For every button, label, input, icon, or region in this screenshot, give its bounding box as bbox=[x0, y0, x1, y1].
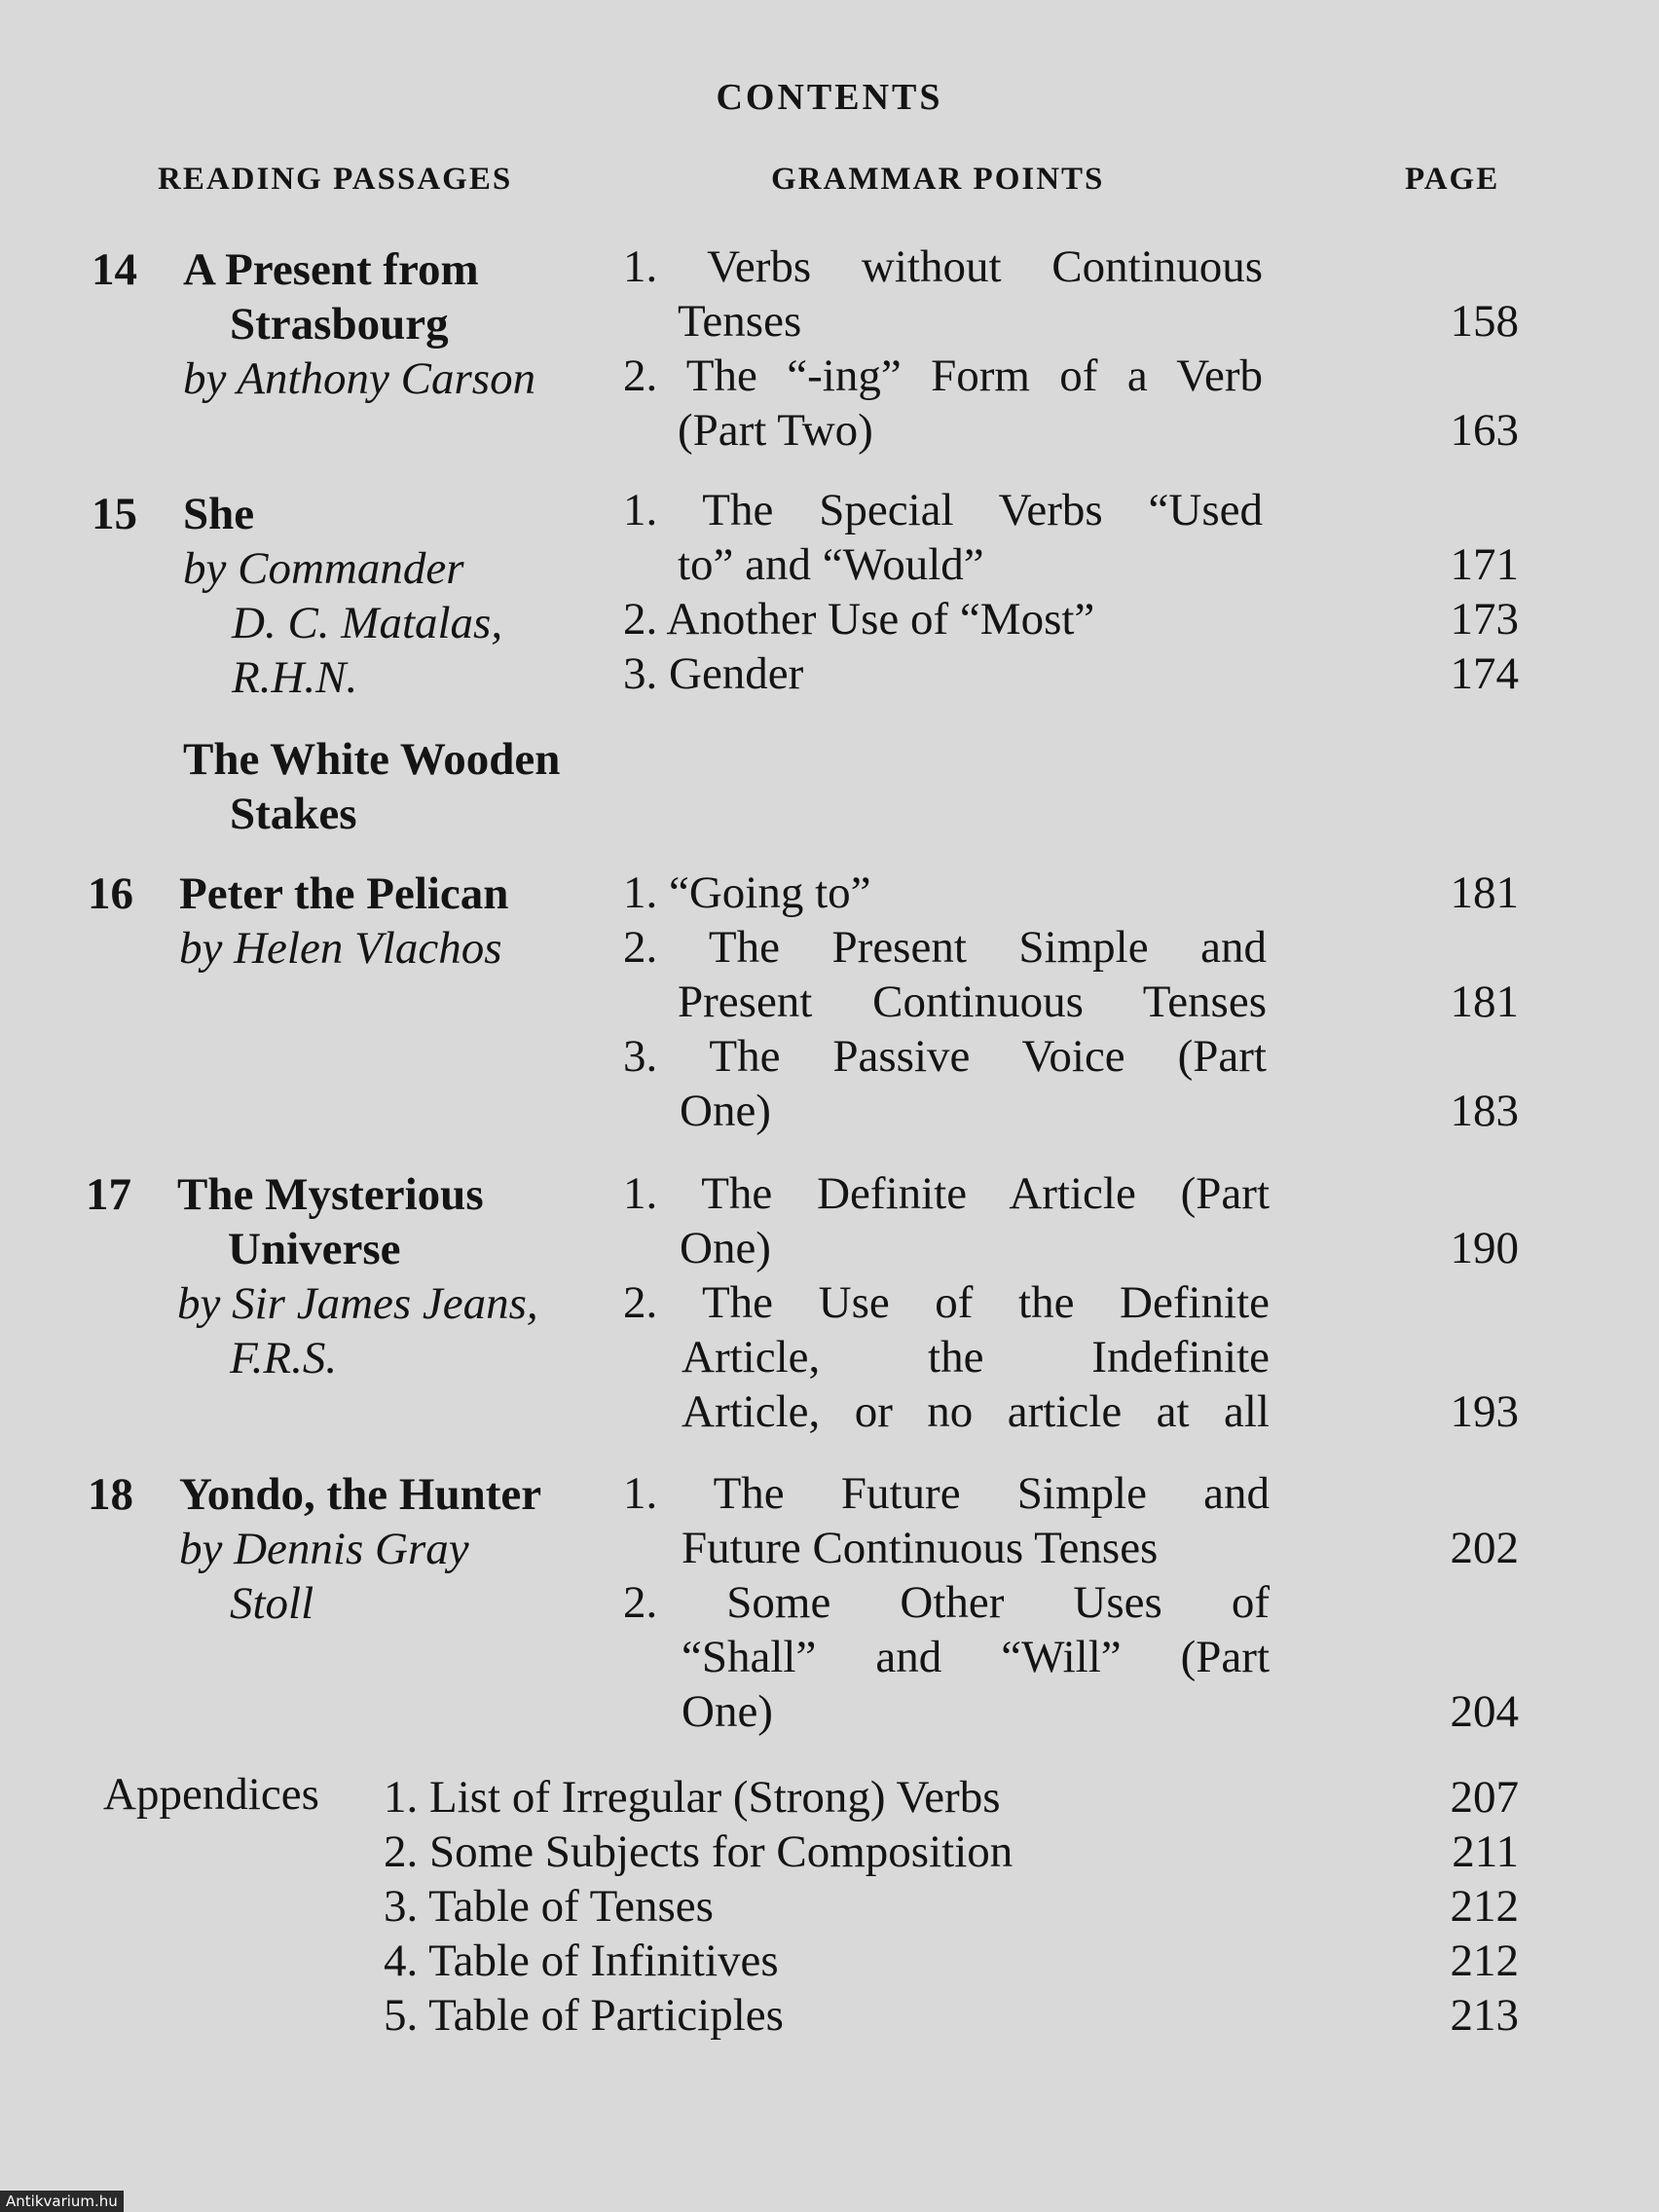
passage-author: D. C. Matalas, bbox=[232, 598, 503, 648]
grammar-point: 3. The Passive Voice (Part bbox=[623, 1031, 1267, 1082]
page-number: 212 bbox=[1450, 1881, 1519, 1932]
grammar-point: to” and “Would” bbox=[678, 539, 984, 590]
grammar-point: 2. Another Use of “Most” bbox=[623, 594, 1095, 645]
page-number: 213 bbox=[1450, 1990, 1519, 2041]
page-number: 163 bbox=[1450, 405, 1519, 456]
watermark: Antikvarium.hu bbox=[0, 2191, 124, 2212]
page-number: 181 bbox=[1450, 977, 1519, 1027]
grammar-point: 1. Verbs without Continuous bbox=[623, 241, 1263, 292]
entry-number: 18 bbox=[88, 1469, 133, 1520]
column-header-reading: READING PASSAGES bbox=[158, 162, 513, 197]
entry-number: 16 bbox=[88, 868, 133, 919]
entry-number: 14 bbox=[92, 244, 137, 295]
page-number: 183 bbox=[1450, 1086, 1519, 1136]
passage-author: by Helen Vlachos bbox=[179, 923, 502, 974]
grammar-point: 2. The Use of the Definite bbox=[623, 1277, 1270, 1328]
grammar-point: 1. The Definite Article (Part bbox=[623, 1168, 1270, 1219]
page-number: 212 bbox=[1450, 1936, 1519, 1986]
passage-title: The White Wooden bbox=[183, 734, 561, 785]
page-number: 193 bbox=[1450, 1386, 1519, 1437]
grammar-point: 3. Gender bbox=[623, 648, 804, 699]
page-number: 207 bbox=[1450, 1772, 1519, 1823]
passage-author: by Anthony Carson bbox=[183, 353, 536, 404]
grammar-point: One) bbox=[680, 1086, 771, 1136]
passage-title: Peter the Pelican bbox=[179, 868, 509, 919]
grammar-point: One) bbox=[680, 1223, 771, 1273]
appendix-item: 5. Table of Participles bbox=[384, 1990, 784, 2041]
grammar-point: “Shall” and “Will” (Part bbox=[682, 1632, 1270, 1682]
passage-title: Yondo, the Hunter bbox=[179, 1469, 542, 1520]
grammar-point: 1. The Special Verbs “Used bbox=[623, 485, 1263, 535]
passage-title: Stakes bbox=[230, 789, 357, 839]
passage-author: Stoll bbox=[230, 1578, 314, 1629]
page-number: 174 bbox=[1450, 648, 1519, 699]
grammar-point: One) bbox=[682, 1686, 773, 1737]
entry-number: 15 bbox=[92, 489, 137, 539]
appendix-item: 1. List of Irregular (Strong) Verbs bbox=[384, 1772, 1001, 1823]
passage-title: She bbox=[183, 489, 255, 539]
appendices-label: Appendices bbox=[103, 1769, 319, 1820]
grammar-point: 2. The “-ing” Form of a Verb bbox=[623, 350, 1263, 401]
appendix-item: 4. Table of Infinitives bbox=[384, 1936, 779, 1986]
grammar-point: 1. The Future Simple and bbox=[623, 1468, 1270, 1519]
grammar-point: 2. Some Other Uses of bbox=[623, 1577, 1270, 1628]
entry-number: 17 bbox=[86, 1169, 131, 1220]
grammar-point: Present Continuous Tenses bbox=[678, 977, 1267, 1027]
passage-title: Universe bbox=[228, 1224, 401, 1274]
appendix-item: 3. Table of Tenses bbox=[384, 1881, 714, 1932]
grammar-point: Article, or no article at all bbox=[682, 1386, 1270, 1437]
grammar-point: 2. The Present Simple and bbox=[623, 922, 1267, 973]
passage-title: Strasbourg bbox=[230, 299, 449, 350]
passage-author: F.R.S. bbox=[230, 1333, 338, 1383]
grammar-point: Tenses bbox=[678, 296, 802, 347]
grammar-point: 1. “Going to” bbox=[623, 867, 871, 918]
page-title: CONTENTS bbox=[716, 77, 943, 118]
passage-title: The Mysterious bbox=[177, 1169, 484, 1220]
passage-author: by Sir James Jeans, bbox=[177, 1278, 538, 1329]
grammar-point: Future Continuous Tenses bbox=[682, 1523, 1159, 1573]
column-header-page: PAGE bbox=[1405, 162, 1500, 197]
passage-title: A Present from bbox=[183, 244, 479, 295]
grammar-point: Article, the Indefinite bbox=[682, 1332, 1270, 1382]
passage-author: R.H.N. bbox=[232, 652, 358, 703]
page-number: 202 bbox=[1450, 1523, 1519, 1573]
column-header-grammar: GRAMMAR POINTS bbox=[771, 162, 1105, 197]
passage-author: by Commander bbox=[183, 543, 464, 594]
page-number: 173 bbox=[1450, 594, 1519, 645]
page-number: 171 bbox=[1450, 539, 1519, 590]
page-number: 181 bbox=[1450, 867, 1519, 918]
appendix-item: 2. Some Subjects for Composition bbox=[384, 1826, 1014, 1877]
page-number: 204 bbox=[1450, 1686, 1519, 1737]
page-number: 158 bbox=[1450, 296, 1519, 347]
passage-author: by Dennis Gray bbox=[179, 1524, 469, 1574]
page-number: 211 bbox=[1452, 1826, 1519, 1877]
grammar-point: (Part Two) bbox=[678, 405, 873, 456]
page-number: 190 bbox=[1450, 1223, 1519, 1273]
